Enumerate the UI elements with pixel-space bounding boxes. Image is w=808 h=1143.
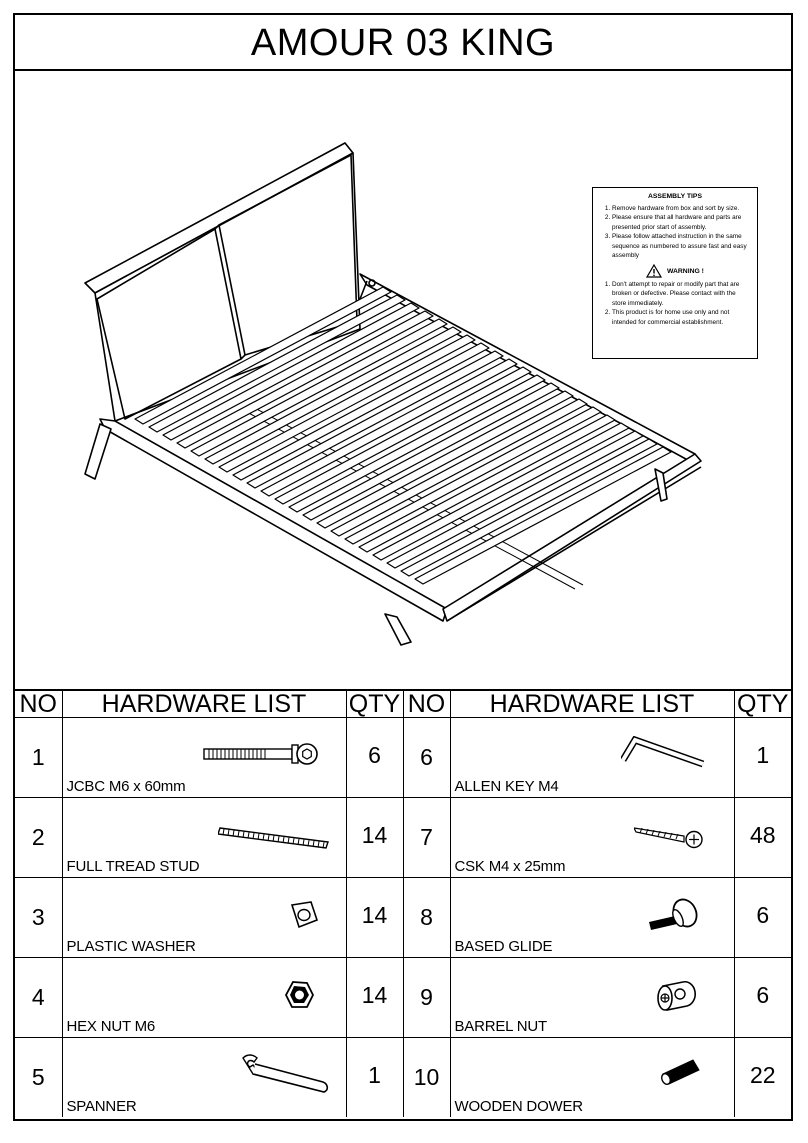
warning-heading-row <box>599 264 751 278</box>
item-qty: 1 <box>734 718 791 798</box>
hardware-item <box>450 878 734 958</box>
screw-icon <box>634 822 704 850</box>
table-row <box>15 718 791 798</box>
hardware-name: SPANNER <box>66 1098 137 1115</box>
hardware-item <box>62 798 346 878</box>
hardware-name: CSK M4 x 25mm <box>454 858 566 875</box>
hardware-item <box>62 1038 346 1118</box>
header-qty: QTY <box>346 690 403 718</box>
washer-icon <box>289 900 319 930</box>
tip-item: 2. Please ensure that all hardware and parts are presented prior start of assembly. <box>612 213 751 232</box>
warning-item: 2. This product is for home use only and not intended for commercial establishment. <box>612 308 751 327</box>
item-number: 9 <box>403 958 450 1038</box>
hardware-name: BASED GLIDE <box>454 938 553 955</box>
item-qty: 48 <box>734 798 791 878</box>
header-hardware-list: HARDWARE LIST <box>450 690 734 718</box>
table-row <box>15 798 791 878</box>
tip-item: 3. Please follow attached instruction in the same sequence as numbered to assure fast and easy assembly <box>612 232 751 261</box>
item-qty: 1 <box>346 1038 403 1118</box>
hardware-name: BARREL NUT <box>454 1018 547 1035</box>
hardware-name: WOODEN DOWER <box>454 1098 583 1115</box>
hardware-item <box>62 718 346 798</box>
assembly-tips-list <box>599 204 751 261</box>
threaded-stud-icon <box>218 822 330 852</box>
hardware-name: JCBC M6 x 60mm <box>66 778 186 795</box>
tip-item: 1. Remove hardware from box and sort by size. <box>612 204 751 214</box>
item-number: 3 <box>15 878 62 958</box>
item-number: 6 <box>403 718 450 798</box>
item-qty: 22 <box>734 1038 791 1118</box>
table-row <box>15 1038 791 1118</box>
item-qty: 6 <box>734 878 791 958</box>
bolt-icon <box>203 742 318 766</box>
table-header-row <box>15 690 791 718</box>
item-qty: 6 <box>734 958 791 1038</box>
table-row <box>15 958 791 1038</box>
hex-nut-icon <box>284 980 314 1010</box>
hardware-name: FULL TREAD STUD <box>66 858 200 875</box>
hardware-name: ALLEN KEY M4 <box>454 778 559 795</box>
hardware-item <box>450 798 734 878</box>
spanner-icon <box>239 1052 331 1096</box>
barrel-nut-icon <box>655 978 697 1012</box>
item-qty: 14 <box>346 798 403 878</box>
assembly-tips-box <box>592 187 758 359</box>
warning-item: 1. Don't attempt to repair or modify part that are broken or defective. Please contact with the store immediately. <box>612 280 751 309</box>
hardware-name: HEX NUT M6 <box>66 1018 156 1035</box>
glide-icon <box>647 896 699 936</box>
item-qty: 14 <box>346 958 403 1038</box>
item-number: 2 <box>15 798 62 878</box>
item-number: 7 <box>403 798 450 878</box>
header-qty: QTY <box>734 690 791 718</box>
item-qty: 14 <box>346 878 403 958</box>
dowel-icon <box>659 1056 703 1086</box>
header-hardware-list: HARDWARE LIST <box>62 690 346 718</box>
warning-triangle-icon <box>646 264 662 278</box>
hardware-name: PLASTIC WASHER <box>66 938 196 955</box>
item-number: 8 <box>403 878 450 958</box>
hardware-item <box>450 718 734 798</box>
instruction-sheet <box>13 13 793 1121</box>
header-no: NO <box>15 690 62 718</box>
item-number: 5 <box>15 1038 62 1118</box>
item-qty: 6 <box>346 718 403 798</box>
assembly-tips-heading: ASSEMBLY TIPS <box>647 193 702 200</box>
hardware-table <box>15 689 791 1117</box>
table-row <box>15 878 791 958</box>
allen-key-icon <box>621 736 705 770</box>
hardware-item <box>450 958 734 1038</box>
warning-list <box>599 280 751 328</box>
hardware-item <box>62 958 346 1038</box>
item-number: 1 <box>15 718 62 798</box>
header-no: NO <box>403 690 450 718</box>
item-number: 10 <box>403 1038 450 1118</box>
bed-drawing-area <box>15 69 791 689</box>
bed-frame-illustration <box>15 69 791 689</box>
warning-heading: WARNING ! <box>666 267 704 275</box>
item-number: 4 <box>15 958 62 1038</box>
hardware-item <box>450 1038 734 1118</box>
hardware-item <box>62 878 346 958</box>
page-title: AMOUR 03 KING <box>15 15 791 71</box>
